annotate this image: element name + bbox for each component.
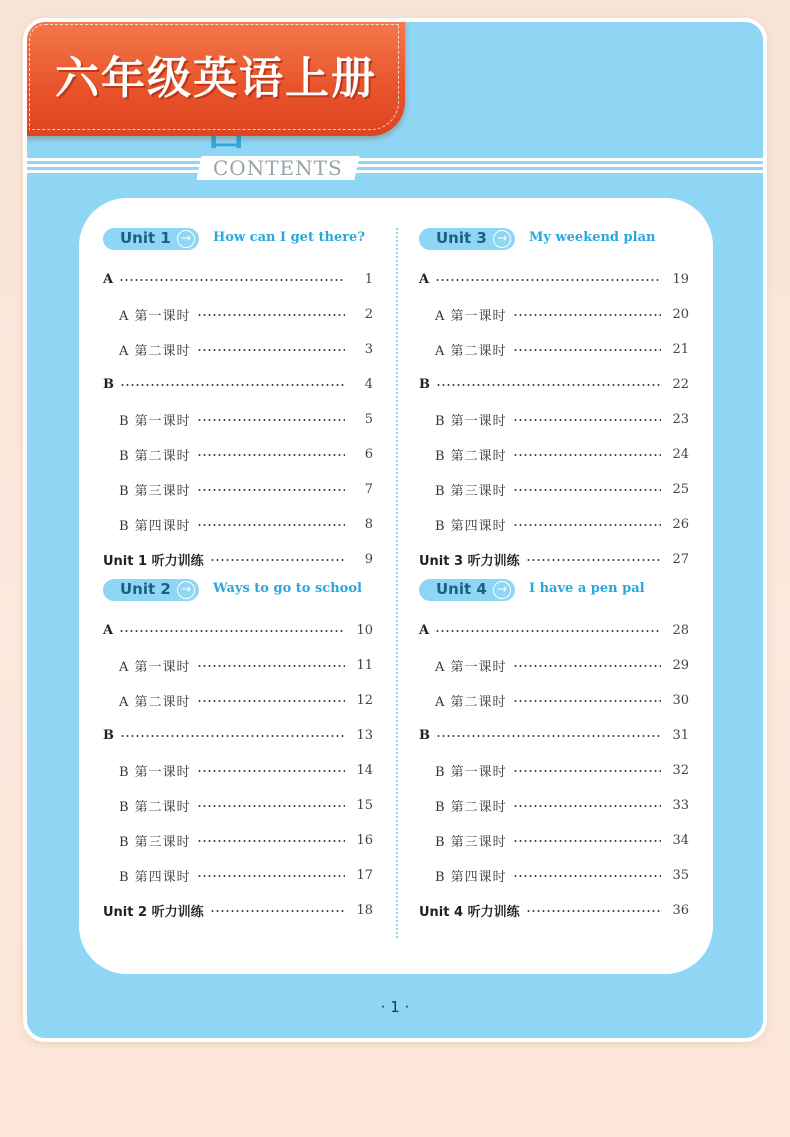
toc-entry-label: B 第一课时 xyxy=(435,414,507,429)
unit-subtitle: My weekend plan xyxy=(529,230,656,245)
toc-page-number: 3 xyxy=(364,342,373,357)
toc-entry-label: Unit 1 听力训练 xyxy=(103,554,204,569)
toc-entry[interactable] xyxy=(419,788,689,823)
unit-header[interactable] xyxy=(103,228,373,252)
toc-page-number: 36 xyxy=(672,903,689,918)
toc-page-number: 35 xyxy=(672,868,689,883)
contents-card xyxy=(79,198,713,974)
toc-entry[interactable] xyxy=(103,332,373,367)
toc-entry[interactable] xyxy=(103,472,373,507)
page-number: · 1 · xyxy=(380,998,410,1016)
arrow-right-circle-icon: → xyxy=(177,230,195,248)
toc-page-number: 6 xyxy=(364,447,373,462)
arrow-right-circle-icon: → xyxy=(493,581,511,599)
toc-page-number: 10 xyxy=(356,623,373,638)
toc-entry-label: A 第一课时 xyxy=(435,660,507,675)
toc-entry[interactable] xyxy=(419,402,689,437)
toc-entry-label: A xyxy=(103,623,114,638)
dot-leader xyxy=(513,314,661,316)
toc-entry[interactable] xyxy=(419,507,689,542)
title-banner xyxy=(23,18,405,136)
toc-entry[interactable] xyxy=(419,613,689,648)
dot-leader xyxy=(513,805,661,807)
toc-entry-label: B 第一课时 xyxy=(119,765,191,780)
toc-entry-label: B 第一课时 xyxy=(119,414,191,429)
toc-entry[interactable] xyxy=(419,753,689,788)
toc-page-number: 4 xyxy=(364,377,373,392)
toc-entry[interactable] xyxy=(419,367,689,402)
toc-entry[interactable] xyxy=(103,402,373,437)
toc-page-number: 21 xyxy=(672,342,689,357)
dot-leader xyxy=(513,349,661,351)
toc-entry-label: A 第一课时 xyxy=(119,309,191,324)
unit-pill xyxy=(419,228,515,250)
dot-leader xyxy=(197,770,345,772)
toc-entry-label: B 第三课时 xyxy=(435,835,507,850)
toc-page-number: 5 xyxy=(364,412,373,427)
toc-entry-label: B 第四课时 xyxy=(435,870,507,885)
toc-entry-label: A xyxy=(103,272,114,287)
unit-pill xyxy=(103,228,199,250)
dot-leader xyxy=(197,665,345,667)
toc-entry-label: Unit 4 听力训练 xyxy=(419,905,520,920)
book-title: 六年级英语上册 xyxy=(55,53,377,104)
toc-entry[interactable] xyxy=(419,437,689,472)
dot-leader xyxy=(197,349,345,351)
toc-entry[interactable] xyxy=(103,753,373,788)
toc-entry[interactable] xyxy=(103,648,373,683)
unit-header[interactable] xyxy=(419,579,689,603)
toc-entry[interactable] xyxy=(419,297,689,332)
unit-pill xyxy=(419,579,515,601)
dot-leader xyxy=(435,630,661,632)
unit-section xyxy=(103,579,373,928)
toc-entry[interactable] xyxy=(103,542,373,577)
dot-leader xyxy=(436,384,661,386)
unit-label: Unit 1 xyxy=(120,229,171,247)
toc-page-number: 28 xyxy=(672,623,689,638)
toc-page-number: 12 xyxy=(356,693,373,708)
toc-page-number: 13 xyxy=(356,728,373,743)
toc-entry-label: Unit 3 听力训练 xyxy=(419,554,520,569)
toc-entry-label: B 第二课时 xyxy=(435,449,507,464)
dot-leader xyxy=(513,524,661,526)
toc-page-number: 29 xyxy=(672,658,689,673)
dot-leader xyxy=(436,735,661,737)
dot-leader xyxy=(197,314,345,316)
header-stripe xyxy=(27,158,763,161)
unit-subtitle: I have a pen pal xyxy=(529,581,645,596)
dot-leader xyxy=(513,770,661,772)
toc-page-number: 15 xyxy=(356,798,373,813)
toc-entry[interactable] xyxy=(103,683,373,718)
dot-leader xyxy=(513,419,661,421)
toc-entry-label: Unit 2 听力训练 xyxy=(103,905,204,920)
toc-entry[interactable] xyxy=(103,718,373,753)
dot-leader xyxy=(210,559,345,561)
dot-leader xyxy=(513,454,661,456)
dot-leader xyxy=(513,875,661,877)
toc-entry-label: A 第二课时 xyxy=(435,695,507,710)
toc-page-number: 17 xyxy=(356,868,373,883)
toc-page-number: 30 xyxy=(672,693,689,708)
toc-entry[interactable] xyxy=(419,683,689,718)
unit-label: Unit 3 xyxy=(436,229,487,247)
toc-entry-label: B xyxy=(103,377,114,392)
toc-entry-label: A 第一课时 xyxy=(119,660,191,675)
dot-leader xyxy=(513,700,661,702)
toc-entry[interactable] xyxy=(103,613,373,648)
toc-page-number: 31 xyxy=(672,728,689,743)
toc-page-number: 20 xyxy=(672,307,689,322)
toc-entry-label: B 第三课时 xyxy=(435,484,507,499)
toc-page-number: 7 xyxy=(364,482,373,497)
toc-entry[interactable] xyxy=(419,332,689,367)
dot-leader xyxy=(197,875,345,877)
dot-leader xyxy=(526,559,661,561)
toc-entry-label: B 第四课时 xyxy=(119,870,191,885)
toc-page-number: 23 xyxy=(672,412,689,427)
toc-entry-label: B 第四课时 xyxy=(119,519,191,534)
dot-leader xyxy=(513,489,661,491)
toc-entry-label: B 第一课时 xyxy=(435,765,507,780)
toc-page-number: 1 xyxy=(364,272,373,287)
toc-page-number: 33 xyxy=(672,798,689,813)
toc-page-number: 25 xyxy=(672,482,689,497)
toc-entry-label: B xyxy=(419,377,430,392)
toc-page-number: 2 xyxy=(364,307,373,322)
toc-entry[interactable] xyxy=(103,297,373,332)
toc-entry-label: A xyxy=(419,623,430,638)
dot-leader xyxy=(435,279,661,281)
toc-page xyxy=(23,18,767,1042)
dot-leader xyxy=(197,805,345,807)
dot-leader xyxy=(197,840,345,842)
toc-entry-label: B xyxy=(419,728,430,743)
toc-entry-label: B 第二课时 xyxy=(435,800,507,815)
dot-leader xyxy=(119,630,345,632)
toc-entry[interactable] xyxy=(103,507,373,542)
toc-entry-label: B 第四课时 xyxy=(435,519,507,534)
unit-section xyxy=(419,579,689,928)
toc-entry[interactable] xyxy=(419,893,689,928)
toc-page-number: 8 xyxy=(364,517,373,532)
toc-entry-label: B xyxy=(103,728,114,743)
dot-leader xyxy=(120,735,345,737)
toc-page-number: 27 xyxy=(672,552,689,567)
toc-page-number: 14 xyxy=(356,763,373,778)
toc-entry[interactable] xyxy=(419,648,689,683)
toc-entry[interactable] xyxy=(419,718,689,753)
toc-entry-label: A 第二课时 xyxy=(119,344,191,359)
toc-entry-label: A 第一课时 xyxy=(435,309,507,324)
toc-entry[interactable] xyxy=(419,823,689,858)
toc-entry[interactable] xyxy=(103,893,373,928)
dot-leader xyxy=(210,910,345,912)
toc-entry-label: A 第二课时 xyxy=(435,344,507,359)
dot-leader xyxy=(197,454,345,456)
toc-entry-label: A xyxy=(419,272,430,287)
toc-page-number: 34 xyxy=(672,833,689,848)
column-divider xyxy=(396,228,398,938)
toc-entry-label: B 第二课时 xyxy=(119,800,191,815)
unit-header[interactable] xyxy=(419,228,689,252)
toc-page-number: 19 xyxy=(672,272,689,287)
dot-leader xyxy=(513,665,661,667)
toc-entry[interactable] xyxy=(419,262,689,297)
unit-section xyxy=(103,228,373,577)
toc-entry[interactable] xyxy=(419,472,689,507)
unit-subtitle: How can I get there? xyxy=(213,230,365,245)
toc-page-number: 24 xyxy=(672,447,689,462)
dot-leader xyxy=(120,384,345,386)
toc-page-number: 26 xyxy=(672,517,689,532)
toc-page-number: 9 xyxy=(364,552,373,567)
toc-page-number: 32 xyxy=(672,763,689,778)
toc-entry-label: A 第二课时 xyxy=(119,695,191,710)
toc-entry[interactable] xyxy=(103,858,373,893)
dot-leader xyxy=(197,419,345,421)
toc-entry[interactable] xyxy=(103,262,373,297)
dot-leader xyxy=(197,700,345,702)
header-stripe xyxy=(27,170,763,173)
toc-entry[interactable] xyxy=(419,542,689,577)
dot-leader xyxy=(197,489,345,491)
unit-label: Unit 2 xyxy=(120,580,171,598)
toc-entry[interactable] xyxy=(103,788,373,823)
toc-entry[interactable] xyxy=(419,858,689,893)
contents-label: CONTENTS xyxy=(196,156,359,180)
dot-leader xyxy=(197,524,345,526)
unit-section xyxy=(419,228,689,577)
unit-label: Unit 4 xyxy=(436,580,487,598)
dot-leader xyxy=(513,840,661,842)
header-stripe xyxy=(27,164,763,167)
toc-entry-label: B 第三课时 xyxy=(119,484,191,499)
toc-entry[interactable] xyxy=(103,367,373,402)
toc-entry-label: B 第三课时 xyxy=(119,835,191,850)
toc-page-number: 16 xyxy=(356,833,373,848)
toc-page-number: 11 xyxy=(356,658,373,673)
toc-page-number: 22 xyxy=(672,377,689,392)
toc-entry[interactable] xyxy=(103,437,373,472)
dot-leader xyxy=(119,279,345,281)
toc-entry[interactable] xyxy=(103,823,373,858)
unit-header[interactable] xyxy=(103,579,373,603)
dot-leader xyxy=(526,910,661,912)
toc-column-left xyxy=(103,228,373,928)
arrow-right-circle-icon: → xyxy=(177,581,195,599)
toc-entry-label: B 第二课时 xyxy=(119,449,191,464)
arrow-right-circle-icon: → xyxy=(493,230,511,248)
toc-page-number: 18 xyxy=(356,903,373,918)
toc-column-right xyxy=(419,228,689,928)
unit-subtitle: Ways to go to school xyxy=(213,581,362,596)
unit-pill xyxy=(103,579,199,601)
